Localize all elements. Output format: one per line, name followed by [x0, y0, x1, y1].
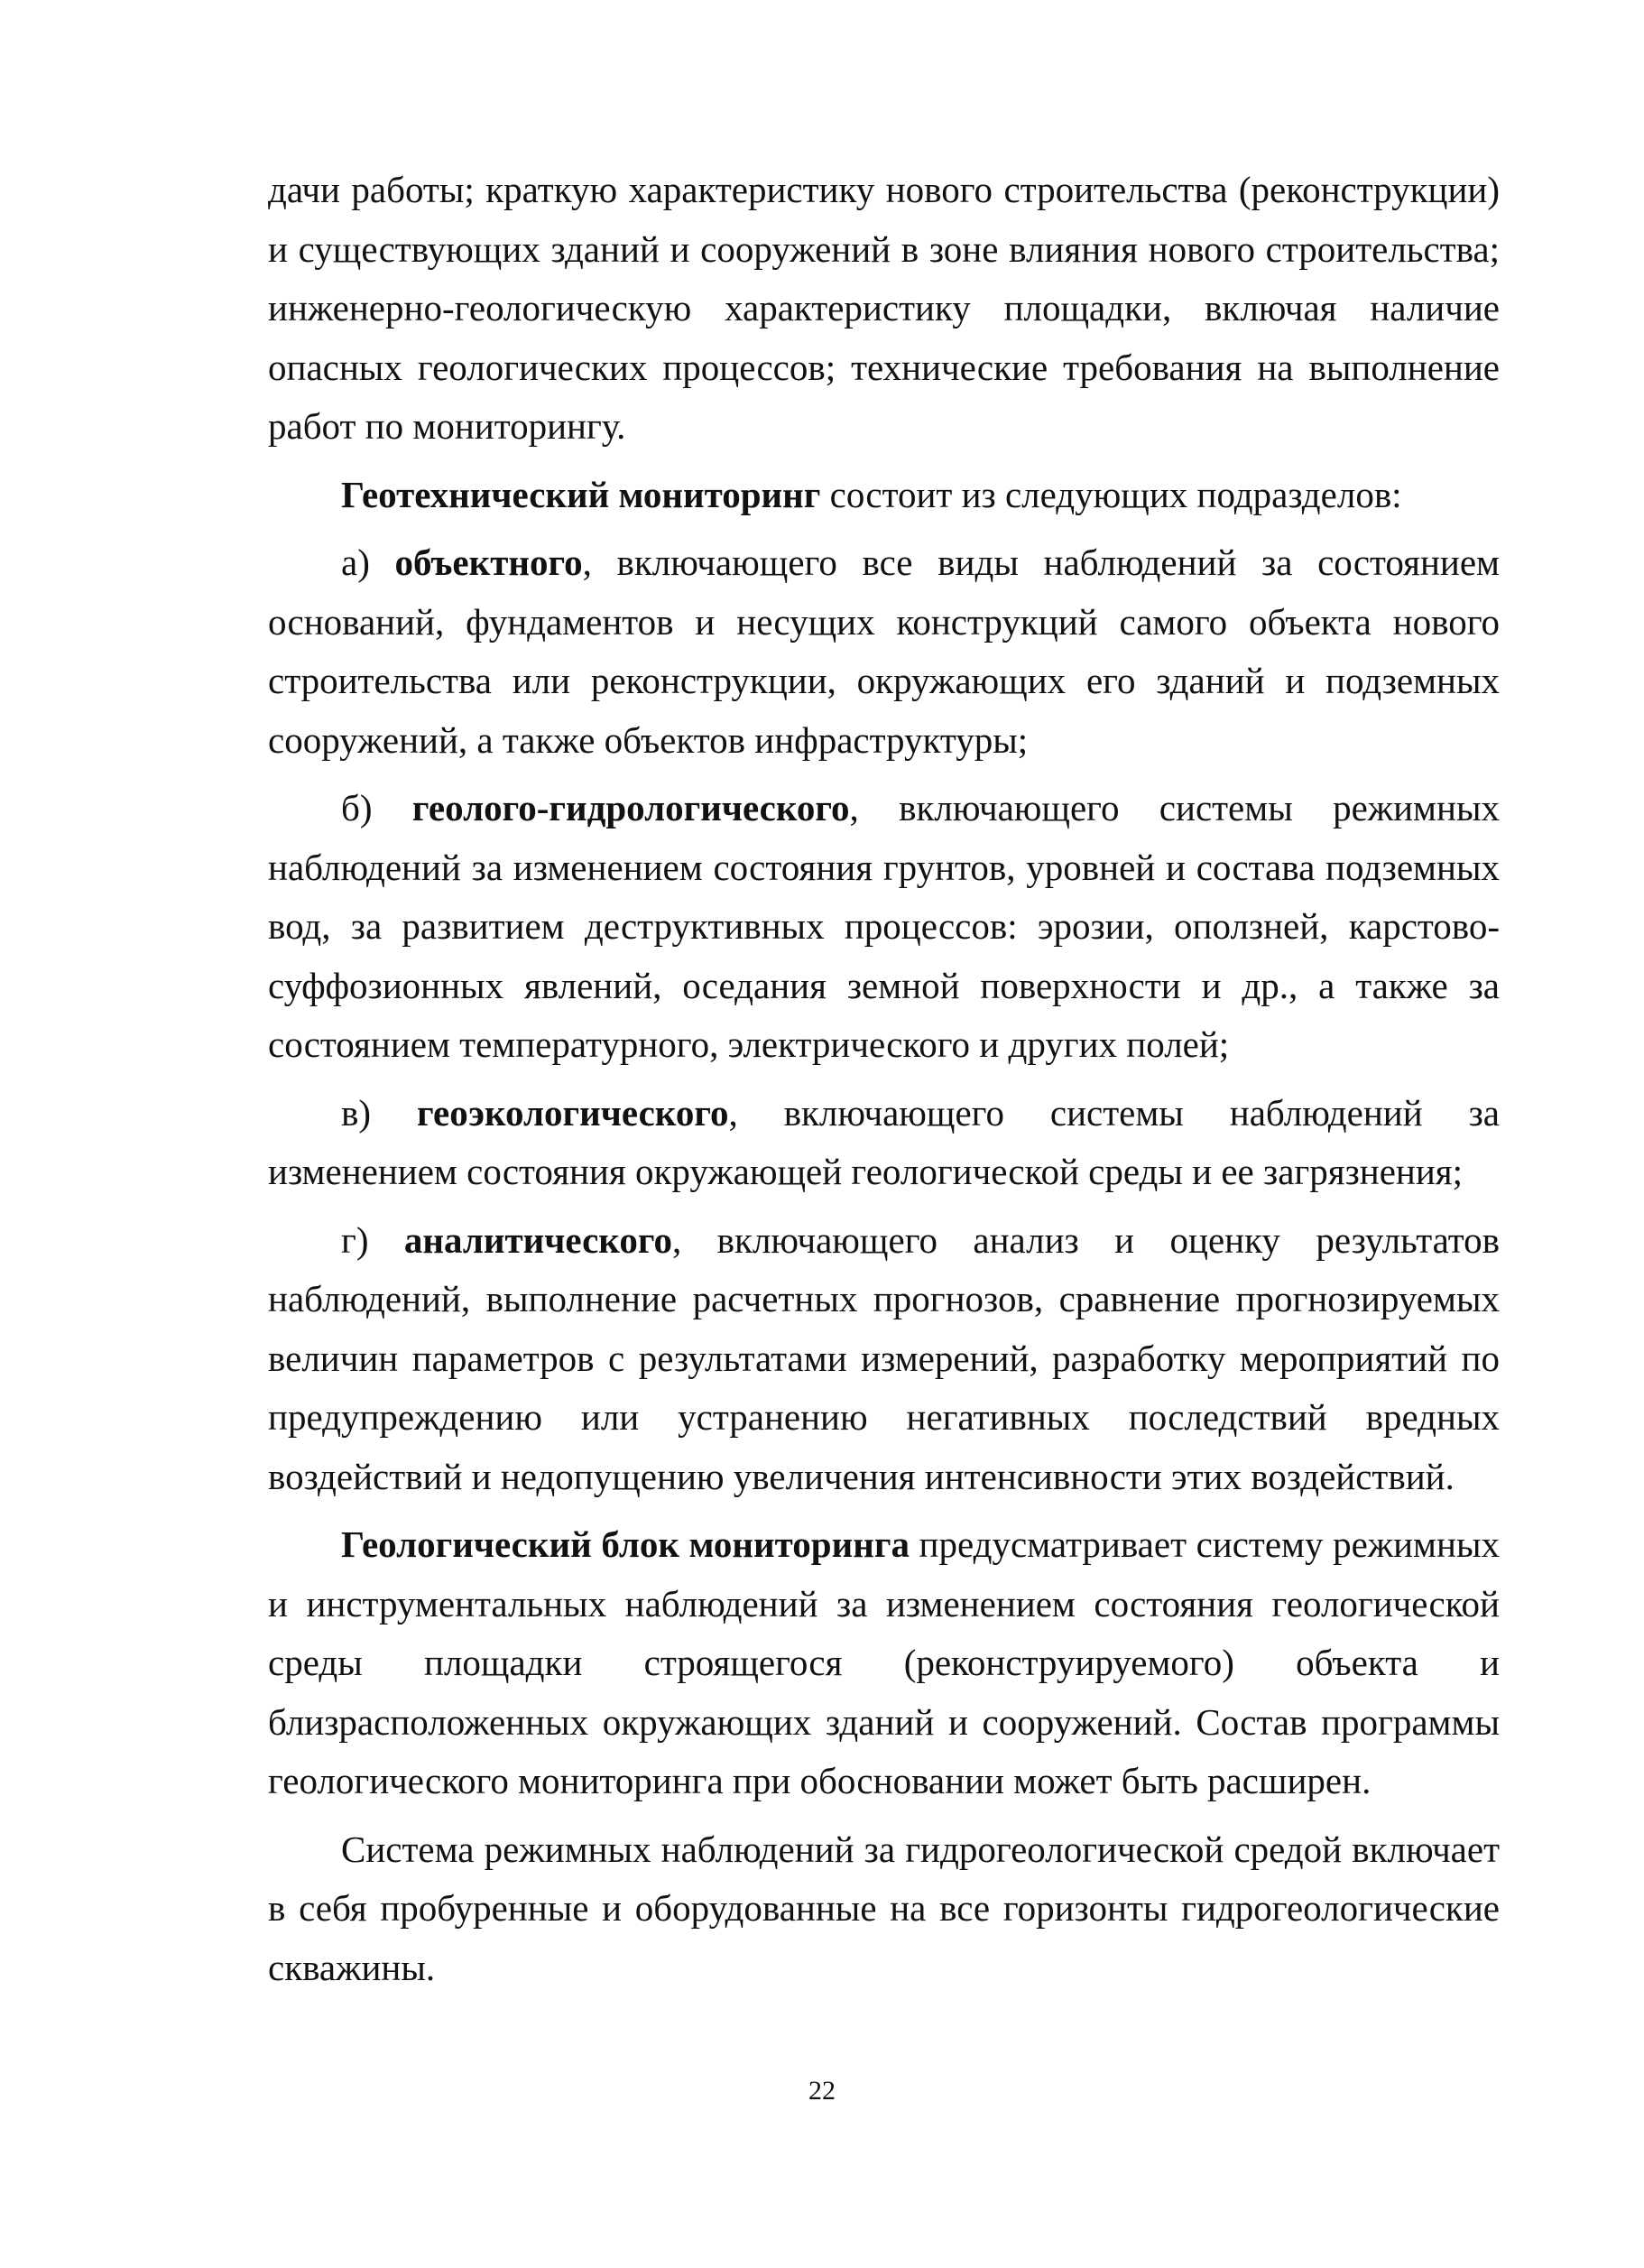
paragraph-text: , включающего системы режимных наблюдений за изменением состояния грунтов, уровней и состава подземных вод, за развитием деструктивных процессов: эрозии, оползней, карстово-суффозионных явлений, оседания земной поверхности и др., а также за состоянием температурного, электрического и других полей; [268, 787, 1500, 1065]
paragraph-geological-block [268, 1515, 1500, 1811]
bold-term: геолого-гидрологического [411, 787, 850, 829]
bold-term: Геотехнический мониторинг [341, 473, 821, 515]
bold-term: аналитического [403, 1218, 672, 1261]
paragraph-geotechnical-monitoring [268, 466, 1500, 525]
paragraph-text: Система режимных наблюдений за гидрогеологической средой включает в себя пробуренные и оборудованные на все горизонты гидрогеологические скважины. [268, 1828, 1500, 1988]
list-item-a [268, 533, 1500, 770]
list-marker: г) [341, 1218, 404, 1261]
list-marker: б) [341, 787, 412, 829]
paragraph-text: , включающего анализ и оценку результатов наблюдений, выполнение расчетных прогнозов, сравнение прогнозируемых величин параметров с результатами измерений, разработку мероприятий по предупреждению или устранению негативных последствий вредных воздействий и недопущению увеличения интенсивности этих воздействий. [268, 1218, 1500, 1497]
paragraph-text: состоит из следующих подразделов: [820, 473, 1402, 515]
body-text [268, 161, 1500, 2006]
paragraph-observation-system [268, 1820, 1500, 1998]
list-marker: в) [341, 1091, 417, 1134]
list-item-b [268, 779, 1500, 1075]
paragraph-text: , включающего все виды наблюдений за состоянием оснований, фундаментов и несущих конструкций самого объекта нового строительства или реконструкции, окружающих его зданий и подземных сооружений, а также объектов инфраструктуры; [268, 542, 1500, 761]
bold-term: объектного [394, 542, 583, 583]
bold-term: геоэкологического [416, 1091, 729, 1134]
paragraph-text: дачи работы; краткую характеристику нового строительства (реконструкции) и существующих зданий и сооружений в зоне влияния нового строительства; инженерно-геологическую характеристику площадки, включая наличие опасных геологических процессов; технические требования на выполнение работ по мониторингу. [268, 169, 1500, 447]
bold-term: Геологический блок мониторинга [341, 1523, 910, 1565]
paragraph-text: предусматривает систему режимных и инструментальных наблюдений за изменением состояния геологической среды площадки строящегося (реконструируемого) объекта и близрасположенных окружающих зданий и сооружений. Состав программы геологического мониторинга при обосновании может быть расширен. [268, 1523, 1500, 1801]
list-marker: а) [341, 542, 395, 583]
list-item-g [268, 1211, 1500, 1507]
paragraph-text: , включающего системы наблюдений за изменением состояния окружающей геологической среды и ее загрязнения; [268, 1091, 1501, 1192]
list-item-v [268, 1084, 1500, 1202]
page-number: 22 [808, 2076, 836, 2106]
paragraph-continuation [268, 161, 1500, 457]
